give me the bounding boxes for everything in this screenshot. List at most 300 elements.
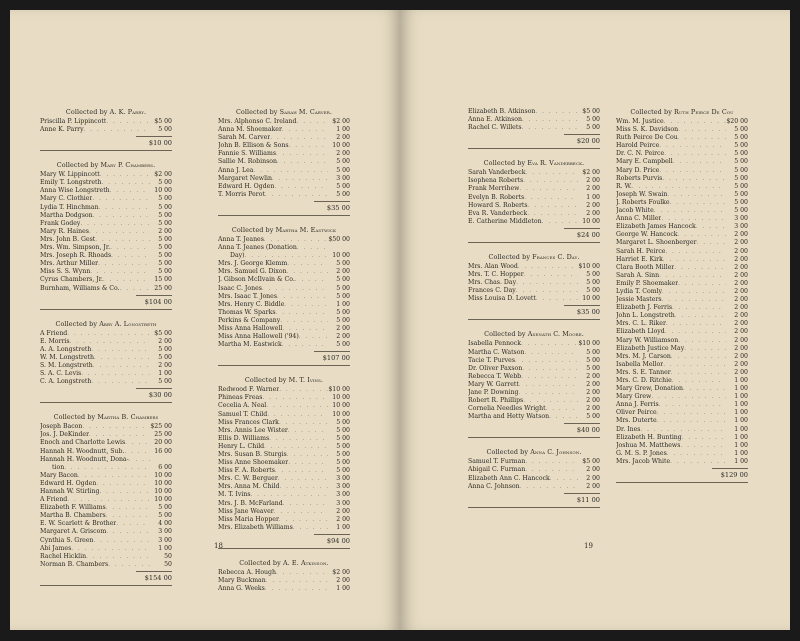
donor-row bbox=[218, 500, 350, 508]
leader-dots bbox=[274, 183, 328, 191]
donor-name: Isabella Mellor bbox=[616, 360, 664, 368]
donation-amount: 2 00 bbox=[734, 304, 748, 312]
collector-name: A. E. Atkinson. bbox=[282, 558, 329, 567]
donation-amount: 2 00 bbox=[734, 368, 748, 376]
leader-dots bbox=[100, 171, 150, 179]
leader-dots bbox=[671, 353, 726, 361]
donation-amount: 10 00 bbox=[582, 217, 600, 225]
heading-prefix: Collected by bbox=[235, 108, 278, 116]
donor-row bbox=[468, 340, 600, 348]
donation-amount: 2 00 bbox=[336, 507, 350, 515]
donation-amount: 2 00 bbox=[336, 134, 350, 142]
donation-amount: 2 00 bbox=[586, 388, 600, 396]
donation-amount: 5 00 bbox=[336, 284, 350, 292]
heading-prefix: Collected by bbox=[56, 161, 99, 170]
donation-amount: $5 00 bbox=[154, 329, 172, 337]
donor-name: Perkins & Company bbox=[218, 316, 281, 324]
donor-name: Mrs. Isaac T. Jones bbox=[218, 292, 278, 300]
donor-row bbox=[468, 116, 600, 124]
donor-name: Sallie M. Robinson bbox=[218, 158, 277, 166]
leader-dots bbox=[528, 202, 578, 210]
donor-name: Mrs. T. C. Hopper bbox=[468, 271, 524, 279]
leader-dots bbox=[265, 585, 328, 593]
collector-name: Sarah M. Carver. bbox=[279, 108, 333, 116]
donation-amount: $10 00 bbox=[578, 262, 600, 270]
donation-amount: 2 00 bbox=[586, 209, 600, 217]
donor-name: Abi James bbox=[40, 544, 72, 552]
leader-dots bbox=[82, 423, 150, 431]
donor-row bbox=[616, 369, 748, 377]
donor-name: Miss Louisa D. Lovett bbox=[468, 295, 536, 303]
section-divider bbox=[40, 150, 172, 151]
donation-amount: 5 00 bbox=[336, 467, 350, 475]
donation-amount: 2 00 bbox=[586, 177, 600, 185]
donation-amount: 25 00 bbox=[154, 284, 172, 292]
leader-dots bbox=[84, 126, 150, 134]
leader-dots bbox=[663, 361, 726, 369]
leader-dots bbox=[659, 272, 726, 280]
leader-dots bbox=[657, 409, 726, 417]
donor-row bbox=[468, 365, 600, 373]
donation-amount: 5 00 bbox=[336, 182, 350, 190]
donation-amount: 3 00 bbox=[336, 499, 350, 507]
donation-amount: 5 00 bbox=[336, 166, 350, 174]
donor-name: Mary D. Price bbox=[616, 166, 660, 174]
leader-dots bbox=[91, 346, 150, 354]
donor-name: Anna E. Atkinson bbox=[468, 116, 522, 124]
leader-dots bbox=[665, 328, 726, 336]
leader-dots bbox=[282, 325, 328, 333]
leader-dots bbox=[278, 475, 328, 483]
donor-name: Margaret L. Shoenberger bbox=[616, 239, 697, 247]
leader-dots bbox=[106, 118, 150, 126]
right-page bbox=[400, 10, 790, 630]
donor-row bbox=[468, 295, 600, 303]
donation-amount: 1 00 bbox=[734, 425, 748, 433]
donor-row bbox=[40, 252, 172, 260]
section-divider bbox=[40, 402, 172, 403]
donor-row bbox=[468, 458, 600, 466]
leader-dots bbox=[129, 456, 150, 464]
leader-dots bbox=[106, 512, 150, 520]
leader-dots bbox=[67, 330, 150, 338]
donor-row bbox=[40, 362, 172, 370]
leader-dots bbox=[279, 386, 328, 394]
donor-row bbox=[40, 378, 172, 386]
leader-dots bbox=[124, 448, 150, 456]
leader-dots bbox=[662, 288, 726, 296]
donor-name: Lydia T. Hinchman bbox=[40, 203, 99, 211]
leader-dots bbox=[535, 108, 578, 116]
donor-name: Mrs. Annis Lee Wister bbox=[218, 426, 288, 434]
donor-name: tion bbox=[52, 463, 65, 471]
donor-row bbox=[218, 158, 350, 166]
section-total: $104 00 bbox=[136, 295, 172, 306]
donation-amount: $10 00 bbox=[328, 386, 350, 394]
donor-row bbox=[40, 423, 172, 431]
donor-row bbox=[218, 268, 350, 276]
donor-name: Samuel T. Furman bbox=[468, 458, 526, 466]
donation-amount: 5 00 bbox=[586, 116, 600, 124]
donation-amount: 5 00 bbox=[734, 126, 748, 134]
donor-row bbox=[468, 271, 600, 279]
donation-amount: $20 00 bbox=[726, 118, 748, 125]
donor-row bbox=[616, 345, 748, 353]
donation-amount: 5 00 bbox=[158, 179, 172, 187]
donor-row bbox=[40, 276, 172, 284]
collection-section bbox=[218, 559, 350, 593]
donation-amount: 2 00 bbox=[158, 227, 172, 235]
leader-dots bbox=[288, 427, 328, 435]
donor-name: Mary Grew bbox=[616, 393, 652, 401]
left-page bbox=[10, 10, 400, 630]
leader-dots bbox=[108, 561, 150, 569]
section-total: $35 00 bbox=[564, 305, 600, 316]
donation-amount: 4 00 bbox=[158, 520, 172, 528]
leader-dots bbox=[516, 287, 578, 295]
donation-amount: 2 00 bbox=[586, 466, 600, 474]
section-total: $154 00 bbox=[136, 571, 172, 582]
donor-name: Miss Anna Hallowell ('94) bbox=[218, 333, 299, 341]
section-divider bbox=[218, 548, 350, 549]
donor-name: Elizabeth J. Ferris bbox=[616, 304, 673, 312]
leader-dots bbox=[546, 405, 578, 413]
donor-name: Edward H. Ogden bbox=[40, 479, 97, 487]
collection-section bbox=[40, 413, 172, 586]
donor-name: Mrs. Wm. Simpson, Jr. bbox=[40, 244, 111, 252]
leader-dots bbox=[524, 271, 578, 279]
leader-dots bbox=[67, 496, 150, 504]
leader-dots bbox=[106, 528, 150, 536]
donor-name: Lydia T. Comly bbox=[616, 287, 663, 295]
donor-name: Joshua M. Matthews bbox=[616, 441, 681, 449]
donation-amount: 1 00 bbox=[158, 370, 172, 378]
donor-name: Joseph Bacon bbox=[40, 423, 83, 431]
donor-row bbox=[616, 328, 748, 336]
leader-dots bbox=[663, 256, 726, 264]
donation-amount: 50 bbox=[164, 552, 172, 560]
donor-row bbox=[218, 142, 350, 150]
leader-dots bbox=[297, 244, 328, 252]
donor-row bbox=[616, 215, 748, 223]
leader-dots bbox=[262, 394, 328, 402]
leader-dots bbox=[266, 577, 328, 585]
donation-amount: $10 00 bbox=[578, 340, 600, 348]
donor-row bbox=[616, 337, 748, 345]
donor-name: Mrs. J. B. McFarland bbox=[218, 499, 283, 507]
donor-row bbox=[40, 179, 172, 187]
leader-dots bbox=[287, 451, 328, 459]
heading-prefix: Collected by bbox=[53, 413, 96, 422]
donation-amount: 5 00 bbox=[336, 308, 350, 316]
section-divider bbox=[40, 585, 172, 586]
donation-amount: 5 00 bbox=[158, 244, 172, 252]
leader-dots bbox=[678, 231, 726, 239]
donor-name: Tacie T. Purves bbox=[468, 356, 515, 364]
donor-row bbox=[468, 357, 600, 365]
donor-name: Fannie S. Williams bbox=[218, 150, 276, 158]
donor-name: Norman B. Chambers bbox=[40, 560, 109, 568]
collection-section bbox=[616, 108, 748, 483]
leader-dots bbox=[678, 126, 726, 134]
donor-row bbox=[616, 288, 748, 296]
donation-amount: $5 00 bbox=[582, 108, 600, 115]
donation-amount: 2 00 bbox=[734, 263, 748, 271]
donor-name: Henry L. Child bbox=[218, 442, 265, 450]
leader-dots bbox=[683, 385, 726, 393]
leader-dots bbox=[657, 417, 726, 425]
donor-row bbox=[616, 191, 748, 199]
donor-name: R. W. bbox=[616, 182, 632, 190]
leader-dots bbox=[659, 401, 726, 409]
donation-amount: 2 00 bbox=[586, 372, 600, 380]
donor-row bbox=[616, 377, 748, 385]
donation-amount: 2 00 bbox=[586, 185, 600, 193]
section-total: $107 00 bbox=[314, 351, 350, 362]
leader-dots bbox=[93, 212, 150, 220]
leader-dots bbox=[632, 183, 726, 191]
donation-amount: 2 00 bbox=[586, 380, 600, 388]
donor-row bbox=[616, 296, 748, 304]
donor-row bbox=[218, 585, 350, 593]
donor-name: Anna M. Shoemaker bbox=[218, 126, 282, 134]
donation-amount: $2 00 bbox=[332, 568, 350, 576]
collector-name: A. K. Parry. bbox=[109, 108, 147, 116]
donor-row bbox=[468, 475, 600, 483]
donor-row bbox=[40, 236, 172, 244]
donor-name: Frances C. Day bbox=[468, 287, 516, 295]
section-divider bbox=[468, 507, 600, 508]
leader-dots bbox=[279, 516, 328, 524]
leader-dots bbox=[277, 293, 328, 301]
donor-name: Evelyn B. Roberts bbox=[468, 193, 525, 201]
donor-row bbox=[218, 435, 350, 443]
donor-name: Hannah H. Woodnutt, Sub. bbox=[40, 447, 125, 455]
leader-dots bbox=[64, 464, 150, 472]
donation-amount: 2 00 bbox=[734, 328, 748, 336]
donor-row bbox=[468, 194, 600, 202]
leader-dots bbox=[274, 508, 328, 516]
donor-name: Martha M. Eastwick bbox=[218, 341, 282, 349]
donor-row bbox=[40, 488, 172, 496]
heading-prefix: Collected by bbox=[65, 108, 108, 116]
donor-row bbox=[468, 124, 600, 132]
donation-amount: $5 00 bbox=[582, 458, 600, 466]
donor-row bbox=[218, 394, 350, 402]
collector-heading bbox=[40, 161, 172, 169]
donor-name: Rebecca A. Hough bbox=[218, 568, 276, 576]
leader-dots bbox=[526, 169, 578, 177]
donor-row bbox=[616, 134, 748, 142]
donor-name: Martha B. Chambers bbox=[40, 512, 106, 520]
donor-row bbox=[40, 118, 172, 126]
donor-name: Ellis D. Williams bbox=[218, 434, 270, 442]
collector-name: Ruth Peirce De Cou bbox=[674, 108, 734, 116]
leader-dots bbox=[519, 185, 578, 193]
leader-dots bbox=[116, 520, 150, 528]
donor-row bbox=[218, 516, 350, 524]
donor-row bbox=[218, 293, 350, 301]
donor-row bbox=[218, 427, 350, 435]
donor-row bbox=[616, 304, 748, 312]
donor-name: Miss F. A. Roberts bbox=[218, 467, 275, 475]
collector-heading bbox=[218, 108, 350, 116]
leader-dots bbox=[670, 458, 726, 466]
donation-amount: 5 00 bbox=[158, 268, 172, 276]
section-total: $10 00 bbox=[136, 136, 172, 147]
donor-row bbox=[40, 528, 172, 536]
donor-row bbox=[468, 349, 600, 357]
collector-heading bbox=[468, 448, 600, 456]
donation-amount: 1 00 bbox=[734, 457, 748, 465]
leader-dots bbox=[523, 177, 578, 185]
donor-row bbox=[616, 434, 748, 442]
donor-row bbox=[468, 185, 600, 193]
donor-row bbox=[218, 411, 350, 419]
leader-dots bbox=[125, 439, 150, 447]
donor-row bbox=[616, 320, 748, 328]
donation-amount: 5 00 bbox=[158, 235, 172, 243]
leader-dots bbox=[522, 365, 578, 373]
donation-amount: 20 00 bbox=[154, 439, 172, 447]
donation-amount: 5 00 bbox=[586, 413, 600, 421]
donation-amount: 15 00 bbox=[154, 276, 172, 284]
donation-amount: 10 00 bbox=[332, 252, 350, 260]
donor-name: E. Morris bbox=[40, 337, 70, 345]
donation-amount: 2 00 bbox=[734, 255, 748, 263]
leader-dots bbox=[110, 187, 150, 195]
donor-name: Mrs. Susan B. Sturgis bbox=[218, 451, 287, 458]
leader-dots bbox=[525, 458, 578, 466]
donation-amount: 5 00 bbox=[158, 211, 172, 219]
donation-amount: 1 00 bbox=[734, 385, 748, 393]
donation-amount: 2 00 bbox=[336, 268, 350, 276]
heading-prefix: Collected by bbox=[483, 159, 526, 168]
donation-amount: 10 00 bbox=[332, 402, 350, 410]
donor-name: Anna T. Jeanes bbox=[218, 235, 264, 243]
donor-name: Miss S. K. Davidson bbox=[616, 126, 679, 134]
donation-amount: 5 00 bbox=[336, 459, 350, 467]
donor-row bbox=[218, 309, 350, 317]
section-divider bbox=[468, 242, 600, 243]
leader-dots bbox=[276, 150, 328, 158]
leader-dots bbox=[523, 397, 578, 405]
collector-name: Martha M. Eastwick bbox=[275, 225, 337, 234]
donation-amount: 2 00 bbox=[734, 344, 748, 352]
leader-dots bbox=[662, 175, 726, 183]
donor-name: George W. Hancock bbox=[616, 231, 678, 239]
donation-amount: 2 00 bbox=[734, 271, 748, 279]
donor-row bbox=[218, 508, 350, 516]
donor-row bbox=[468, 405, 600, 413]
leader-dots bbox=[654, 207, 726, 215]
donation-amount: 5 00 bbox=[158, 252, 172, 260]
donor-name: John B. Ellison & Sons bbox=[218, 142, 289, 150]
donor-name: Martha and Hetty Watson bbox=[468, 413, 550, 421]
donation-amount: 2 00 bbox=[336, 150, 350, 158]
donor-name: Mrs. Arthur Miller bbox=[40, 260, 99, 268]
donor-name: John L. Longstreth bbox=[616, 312, 675, 320]
donor-row bbox=[468, 202, 600, 210]
leader-dots bbox=[275, 467, 328, 475]
donation-amount: $25 00 bbox=[150, 423, 172, 431]
leader-dots bbox=[98, 260, 150, 268]
donor-row bbox=[40, 285, 172, 293]
donation-amount: 3 00 bbox=[336, 475, 350, 483]
donation-amount: 10 00 bbox=[154, 471, 172, 479]
donor-name: Isaac C. Jones bbox=[218, 284, 262, 292]
section-divider bbox=[468, 319, 600, 320]
leader-dots bbox=[277, 158, 328, 166]
donation-amount: 5 00 bbox=[734, 207, 748, 215]
leader-dots bbox=[91, 378, 150, 386]
donation-amount: 1 00 bbox=[336, 126, 350, 134]
donation-amount: 10 00 bbox=[154, 496, 172, 504]
donor-row bbox=[40, 346, 172, 354]
leader-dots bbox=[93, 362, 150, 370]
donor-row bbox=[616, 167, 748, 175]
donor-name: Anna C. Johnson bbox=[468, 482, 520, 490]
donation-amount: 5 00 bbox=[586, 287, 600, 295]
donor-row bbox=[218, 341, 350, 349]
donation-amount: 5 00 bbox=[336, 426, 350, 434]
donor-name: Miss Jane Weaver bbox=[218, 507, 274, 515]
donation-amount: 2 00 bbox=[734, 312, 748, 320]
donor-name: Eva R. Vanderbeck bbox=[468, 209, 528, 217]
donor-name: Elizabeth Ann C. Hancock bbox=[468, 474, 550, 482]
heading-prefix: Collected by bbox=[239, 558, 281, 567]
donor-row bbox=[616, 409, 748, 417]
section-divider bbox=[218, 365, 350, 366]
leader-dots bbox=[272, 175, 328, 183]
donor-name: Elizabeth Justice May bbox=[616, 344, 685, 352]
page-number: 19 bbox=[584, 542, 593, 550]
heading-prefix: Collected by bbox=[244, 376, 287, 385]
donor-name: Redwood F. Warner bbox=[218, 386, 280, 394]
leader-dots bbox=[696, 223, 726, 231]
leader-dots bbox=[95, 236, 150, 244]
donor-name: Mary Buckman bbox=[218, 577, 266, 585]
donor-row bbox=[218, 475, 350, 483]
donation-amount: $2 00 bbox=[582, 169, 600, 177]
donor-row bbox=[616, 426, 748, 434]
donor-row bbox=[40, 504, 172, 512]
donation-amount: 2 00 bbox=[158, 361, 172, 369]
leader-dots bbox=[103, 276, 150, 284]
donor-row bbox=[218, 443, 350, 451]
donation-amount: 3 00 bbox=[336, 174, 350, 182]
donor-row bbox=[40, 260, 172, 268]
leader-dots bbox=[675, 312, 726, 320]
heading-prefix: Collected by bbox=[630, 108, 672, 116]
donation-amount: 5 00 bbox=[734, 134, 748, 142]
section-divider bbox=[218, 215, 350, 216]
collection-section bbox=[468, 330, 600, 438]
collection-section bbox=[218, 226, 350, 366]
donor-row bbox=[40, 212, 172, 220]
donor-name: Cornelia Needles Wright bbox=[468, 405, 546, 413]
donor-row bbox=[616, 361, 748, 369]
leader-dots bbox=[264, 236, 328, 244]
leader-dots bbox=[515, 357, 578, 365]
donor-row bbox=[468, 381, 600, 389]
leader-dots bbox=[518, 263, 578, 271]
collector-heading bbox=[40, 320, 172, 328]
donation-amount: 1 00 bbox=[336, 585, 350, 593]
donation-amount: 10 00 bbox=[332, 142, 350, 150]
leader-dots bbox=[284, 301, 328, 309]
heading-prefix: Collected by bbox=[231, 225, 274, 234]
